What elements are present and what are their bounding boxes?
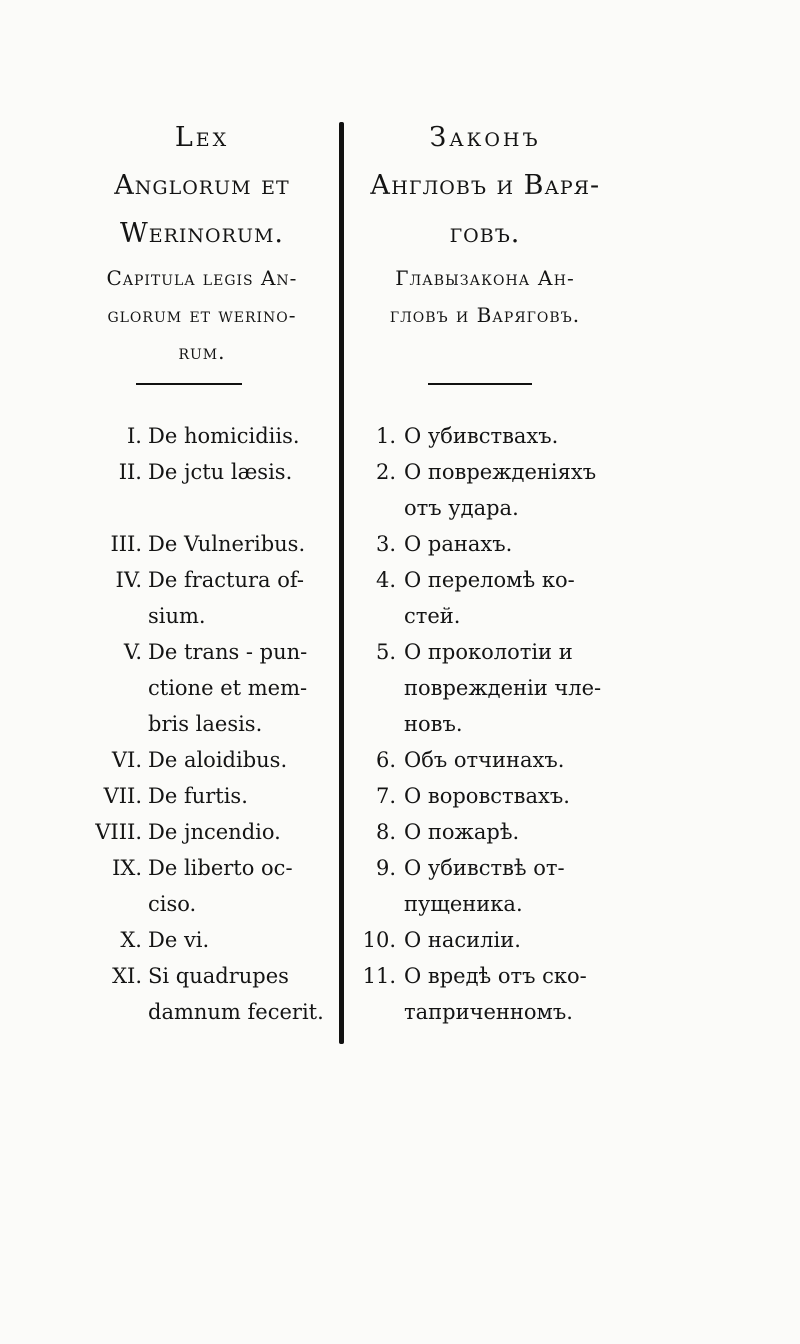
russian-title-varyagov: говъ.: [449, 218, 521, 249]
chapter-title-continued: стей.: [404, 604, 461, 628]
chapter-number: VIII.: [95, 820, 142, 844]
russian-subtitle: [350, 260, 620, 334]
russian-separator-rule: [428, 383, 532, 385]
chapter-number: 10.: [362, 928, 396, 952]
russian-chapter-list: [350, 418, 620, 1030]
chapter-title-continued: ciso.: [148, 892, 197, 916]
chapter-number: 2.: [375, 460, 396, 484]
chapter-number: VI.: [111, 748, 142, 772]
chapter-number: 11.: [362, 964, 396, 988]
chapter-number: 1.: [375, 424, 396, 448]
list-item: [70, 778, 334, 814]
chapter-title: De homicidiis.: [148, 424, 300, 448]
list-item: [70, 418, 334, 454]
chapter-number: 5.: [375, 640, 396, 664]
list-item: [350, 814, 620, 850]
list-item: [70, 814, 334, 850]
chapter-number: II.: [118, 460, 142, 484]
latin-subtitle-line: Capitula legis An-: [106, 266, 298, 290]
chapter-number: IV.: [115, 568, 142, 592]
latin-chapter-list: [70, 418, 334, 1030]
chapter-number: 6.: [375, 748, 396, 772]
chapter-title-continued: новъ.: [404, 712, 463, 736]
russian-title-anglov: Англовъ и Варя-: [369, 170, 601, 201]
list-item: [70, 922, 334, 958]
chapter-number: IX.: [112, 856, 142, 880]
list-item: [70, 562, 334, 634]
chapter-title: De furtis.: [148, 784, 248, 808]
chapter-title: De jctu læsis.: [148, 460, 293, 484]
list-item: [70, 742, 334, 778]
chapter-title: О вредѣ отъ ско-: [404, 964, 587, 988]
chapter-title: О переломѣ ко-: [404, 568, 575, 592]
list-item: [350, 562, 620, 634]
chapter-title-continued: damnum fecerit.: [148, 1000, 324, 1024]
chapter-title: De liberto oc-: [148, 856, 293, 880]
chapter-number: I.: [127, 424, 142, 448]
list-item: [70, 634, 334, 742]
chapter-title: О ранахъ.: [404, 532, 513, 556]
chapter-title: О поврежденіяхъ: [404, 460, 597, 484]
chapter-number: XI.: [112, 964, 142, 988]
chapter-title: De trans - pun-: [148, 640, 308, 664]
chapter-title: О проколотіи и: [404, 640, 573, 664]
chapter-title: De Vulneribus.: [148, 532, 306, 556]
column-divider: [339, 122, 344, 1044]
chapter-title-continued: sium.: [148, 604, 206, 628]
chapter-title: О убивствѣ от-: [404, 856, 565, 880]
latin-title-anglorum: Anglorum et: [114, 170, 290, 201]
list-item: [350, 526, 620, 562]
chapter-title-continued: отъ удара.: [404, 496, 519, 520]
list-item: [70, 850, 334, 922]
chapter-title: О воровствахъ.: [404, 784, 570, 808]
chapter-title-continued: поврежденіи чле-: [404, 676, 602, 700]
list-item: [350, 634, 620, 742]
list-item: [350, 742, 620, 778]
latin-subtitle: [70, 260, 334, 371]
list-item: [70, 526, 334, 562]
list-item: [350, 958, 620, 1030]
chapter-number: V.: [123, 640, 142, 664]
russian-title-zakon: Законъ: [429, 122, 541, 153]
chapter-title: О убивствахъ.: [404, 424, 559, 448]
chapter-number: 9.: [375, 856, 396, 880]
chapter-number: 4.: [375, 568, 396, 592]
chapter-number: 8.: [375, 820, 396, 844]
chapter-title: De fractura of-: [148, 568, 304, 592]
chapter-title: De vi.: [148, 928, 210, 952]
list-item: [350, 454, 620, 526]
latin-subtitle-line: rum.: [178, 340, 226, 364]
russian-subtitle-line: Главызакона Ан-: [395, 266, 575, 290]
chapter-title: О насиліи.: [404, 928, 521, 952]
chapter-title: Объ отчинахъ.: [404, 748, 565, 772]
chapter-number: III.: [110, 532, 142, 556]
list-item: [350, 418, 620, 454]
chapter-title: О пожарѣ.: [404, 820, 520, 844]
latin-separator-rule: [136, 383, 242, 385]
list-item: [350, 778, 620, 814]
chapter-number: 7.: [375, 784, 396, 808]
list-item: [350, 922, 620, 958]
latin-title-werinorum: Werinorum.: [120, 218, 284, 249]
latin-title-lex: Lex: [174, 122, 230, 153]
chapter-number: VII.: [103, 784, 142, 808]
list-item: [350, 850, 620, 922]
latin-subtitle-line: glorum et werino-: [107, 303, 297, 327]
chapter-title-continued: ctione et mem-: [148, 676, 308, 700]
chapter-number: 3.: [375, 532, 396, 556]
chapter-title-continued: пущеника.: [404, 892, 523, 916]
russian-subtitle-line: гловъ и Варяговъ.: [389, 303, 581, 327]
chapter-title-continued: bris laesis.: [148, 712, 263, 736]
chapter-number: X.: [120, 928, 142, 952]
chapter-title: De jncendio.: [148, 820, 281, 844]
chapter-title: Si quadrupes: [148, 964, 289, 988]
list-item: [70, 454, 334, 490]
chapter-title-continued: таприченномъ.: [404, 1000, 573, 1024]
chapter-title: De aloidibus.: [148, 748, 288, 772]
list-item: [70, 958, 334, 1030]
